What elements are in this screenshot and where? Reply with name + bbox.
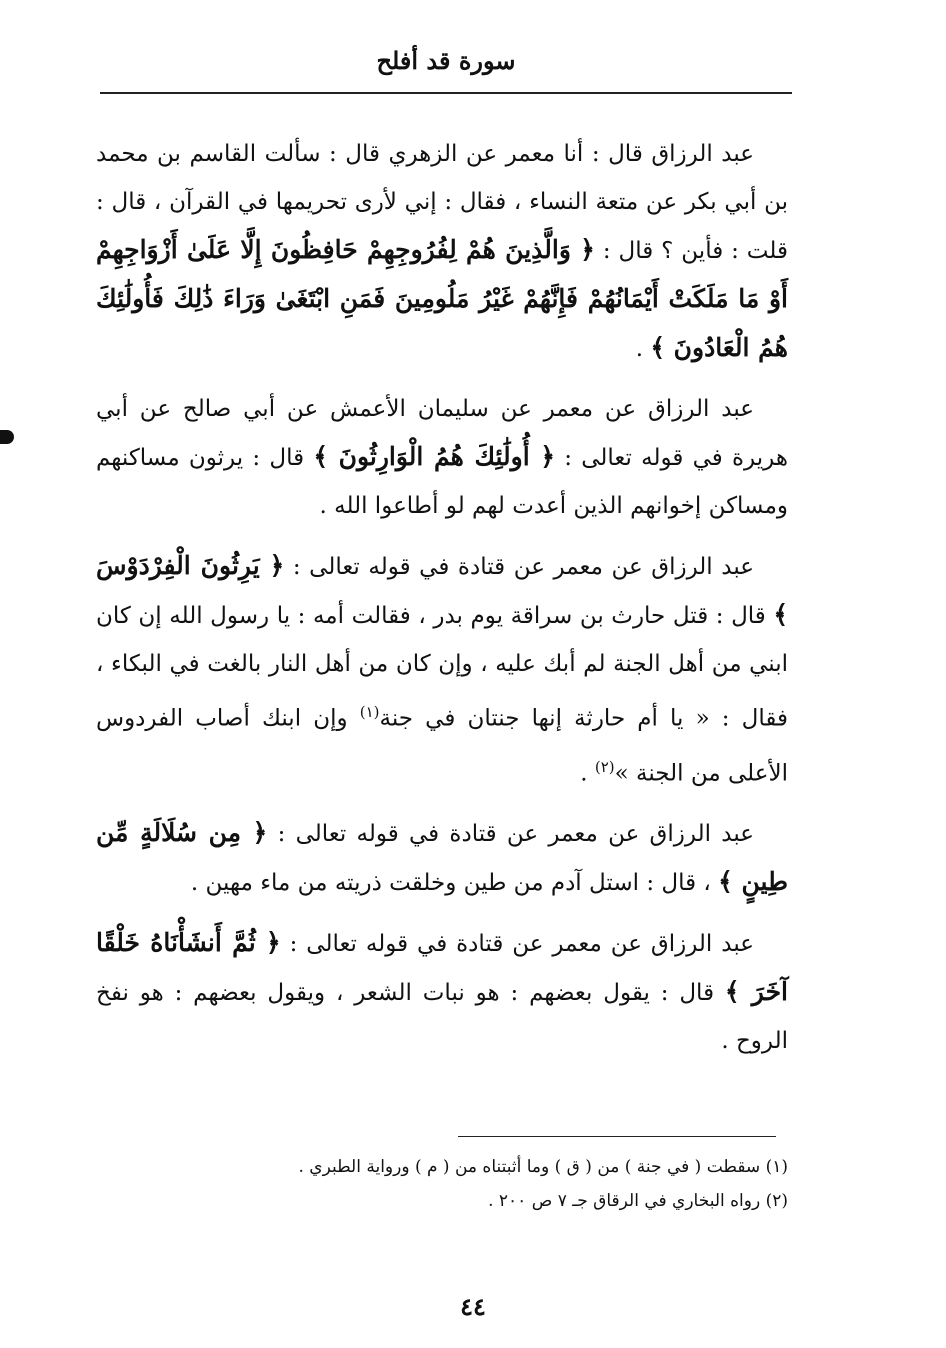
scan-edge-mark bbox=[0, 430, 14, 444]
footnote-marker-2: (٢) bbox=[594, 757, 615, 776]
main-text bbox=[96, 130, 788, 1077]
footnote-divider bbox=[458, 1136, 776, 1137]
narration-text: قال : يرثون مساكنهم ومساكن إخوانهم الذين أعدت لهم لو أطاعوا الله . bbox=[96, 445, 788, 519]
narration-text: . bbox=[580, 760, 595, 787]
narration-text: عبد الرزاق قال : أنا معمر عن الزهري قال : سألت القاسم بن محمد بن أبي بكر عن متعة النساء ، فقال : إني لأرى تحريمها في القرآن ، قال : قلت : فأين ؟ قال : bbox=[96, 141, 788, 264]
quran-verse: ﴿ مِن سُلَالَةٍ مِّن طِينٍ ﴾ bbox=[96, 818, 788, 897]
narration-text: عبد الرزاق عن معمر عن قتادة في قوله تعالى : bbox=[267, 821, 754, 848]
paragraph-1 bbox=[96, 130, 788, 373]
paragraph-3 bbox=[96, 542, 788, 797]
quran-verse: ﴿ يَرِثُونَ الْفِرْدَوْسَ ﴾ bbox=[96, 551, 788, 629]
paragraph-5 bbox=[96, 919, 788, 1065]
narration-text: . bbox=[635, 336, 651, 362]
narration-text: قال : يقول بعضهم : هو نبات الشعر ، ويقول بعضهم : هو نفخ الروح . bbox=[96, 980, 788, 1055]
narration-text: عبد الرزاق عن معمر عن سليمان الأعمش عن أبي صالح عن أبي هريرة في قوله تعالى : bbox=[96, 396, 788, 471]
footnote-1: (١) سقطت ( في جنة ) من ( ق ) وما أثبتناه من ( م ) ورواية الطبري . bbox=[298, 1157, 788, 1177]
page-number: ٤٤ bbox=[460, 1292, 486, 1321]
narration-text: ، قال : استل آدم من طين وخلقت ذريته من ماء مهين . bbox=[190, 870, 719, 897]
footnote-2: (٢) رواه البخاري في الرقاق جـ ٧ ص ٢٠٠ . bbox=[488, 1191, 788, 1211]
paragraph-4 bbox=[96, 809, 788, 907]
narration-text: قال : قتل حارث بن سراقة يوم بدر ، فقالت أمه : يا رسول الله إن كان ابني من أهل الجنة لم أبك عليه ، وإن كان من أهل النار بالغت في البكاء ، فقال : « يا أم حارثة إنها جنتان في جنة bbox=[96, 603, 789, 732]
quran-verse: ﴿ وَالَّذِينَ هُمْ لِفُرُوجِهِمْ حَافِظُونَ إِلَّا عَلَىٰ أَزْوَاجِهِمْ أَوْ مَا مَلَكَتْ أَيْمَانُهُمْ فَإِنَّهُمْ غَيْرُ مَلُومِينَ فَمَنِ ابْتَغَىٰ وَرَاءَ ذَٰلِكَ فَأُولَٰئِكَ هُمُ الْعَادُونَ ﴾ bbox=[96, 235, 788, 362]
footnotes bbox=[96, 1150, 788, 1218]
narration-text: عبد الرزاق عن معمر عن قتادة في قوله تعالى : bbox=[284, 554, 754, 580]
paragraph-2 bbox=[96, 385, 788, 530]
header-divider bbox=[100, 92, 792, 94]
quran-verse: ﴿ ثُمَّ أَنشَأْنَاهُ خَلْقًا آخَرَ ﴾ bbox=[96, 928, 789, 1007]
quran-verse: ﴿ أُولَٰئِكَ هُمُ الْوَارِثُونَ ﴾ bbox=[313, 442, 555, 471]
narration-text: عبد الرزاق عن معمر عن قتادة في قوله تعالى : bbox=[280, 931, 754, 958]
page-header-title: سورة قد أفلح bbox=[376, 46, 516, 75]
narration-text: وإن ابنك أصاب الفردوس الأعلى من الجنة » bbox=[96, 705, 788, 787]
footnote-marker-1: (١) bbox=[359, 703, 380, 721]
